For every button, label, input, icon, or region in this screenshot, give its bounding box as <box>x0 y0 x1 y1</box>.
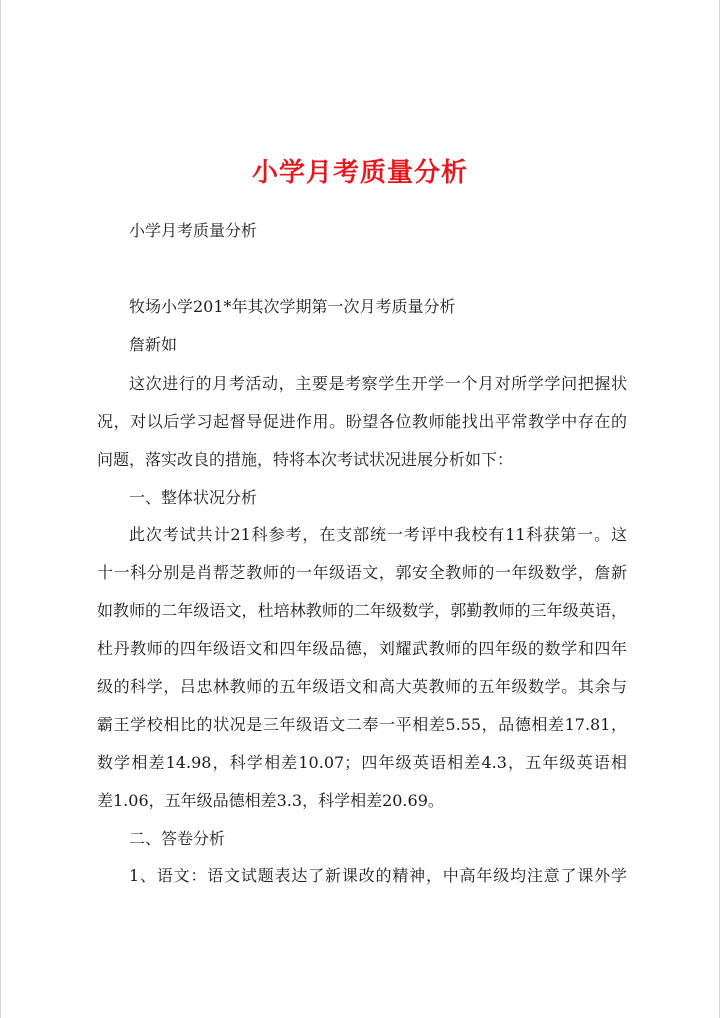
intro-line-2: 况，对以后学习起督导促进作用。盼望各位教师能找出平常教学中存在的 <box>97 412 627 431</box>
document-title: 小学月考质量分析 <box>251 158 468 188</box>
subtitle: 小学月考质量分析 <box>129 221 258 240</box>
section1-line-8: 差1.06，五年级品德相差3.3，科学相差20.69。 <box>97 791 444 810</box>
section1-line-2: 十一科分别是肖帮芝教师的一年级语文，郭安全教师的一年级数学，詹新 <box>97 563 627 582</box>
section2-line-1: 1、语文：语文试题表达了新课改的精神，中高年级均注意了课外学 <box>129 866 627 885</box>
section2-heading: 二、答卷分析 <box>129 829 226 848</box>
author: 詹新如 <box>129 335 178 354</box>
intro-line-1: 这次进行的月考活动，主要是考察学生开学一个月对所学学问把握状 <box>129 374 627 393</box>
section1-line-4: 杜丹教师的四年级语文和四年级品德，刘耀武教师的四年级的数学和四年 <box>97 639 627 658</box>
school-line: 牧场小学201*年其次学期第一次月考质量分析 <box>129 297 456 316</box>
section1-line-6: 霸王学校相比的状况是三年级语文二奉一平相差5.55，品德相差17.81， <box>97 715 627 734</box>
section1-line-7: 数学相差14.98，科学相差10.07；四年级英语相差4.3，五年级英语相 <box>97 753 627 772</box>
section1-heading: 一、整体状况分析 <box>129 488 258 507</box>
section1-line-1: 此次考试共计21科参考，在支部统一考评中我校有11科获第一。这 <box>129 525 627 544</box>
section1-line-5: 级的科学，吕忠林教师的五年级语文和高大英教师的五年级数学。其余与 <box>97 677 627 696</box>
intro-line-3: 问题，落实改良的措施，特将本次考试状况进展分析如下： <box>97 450 514 469</box>
section1-line-3: 如教师的二年级语文，杜培林教师的二年级数学，郭勤教师的三年级英语， <box>97 601 627 620</box>
